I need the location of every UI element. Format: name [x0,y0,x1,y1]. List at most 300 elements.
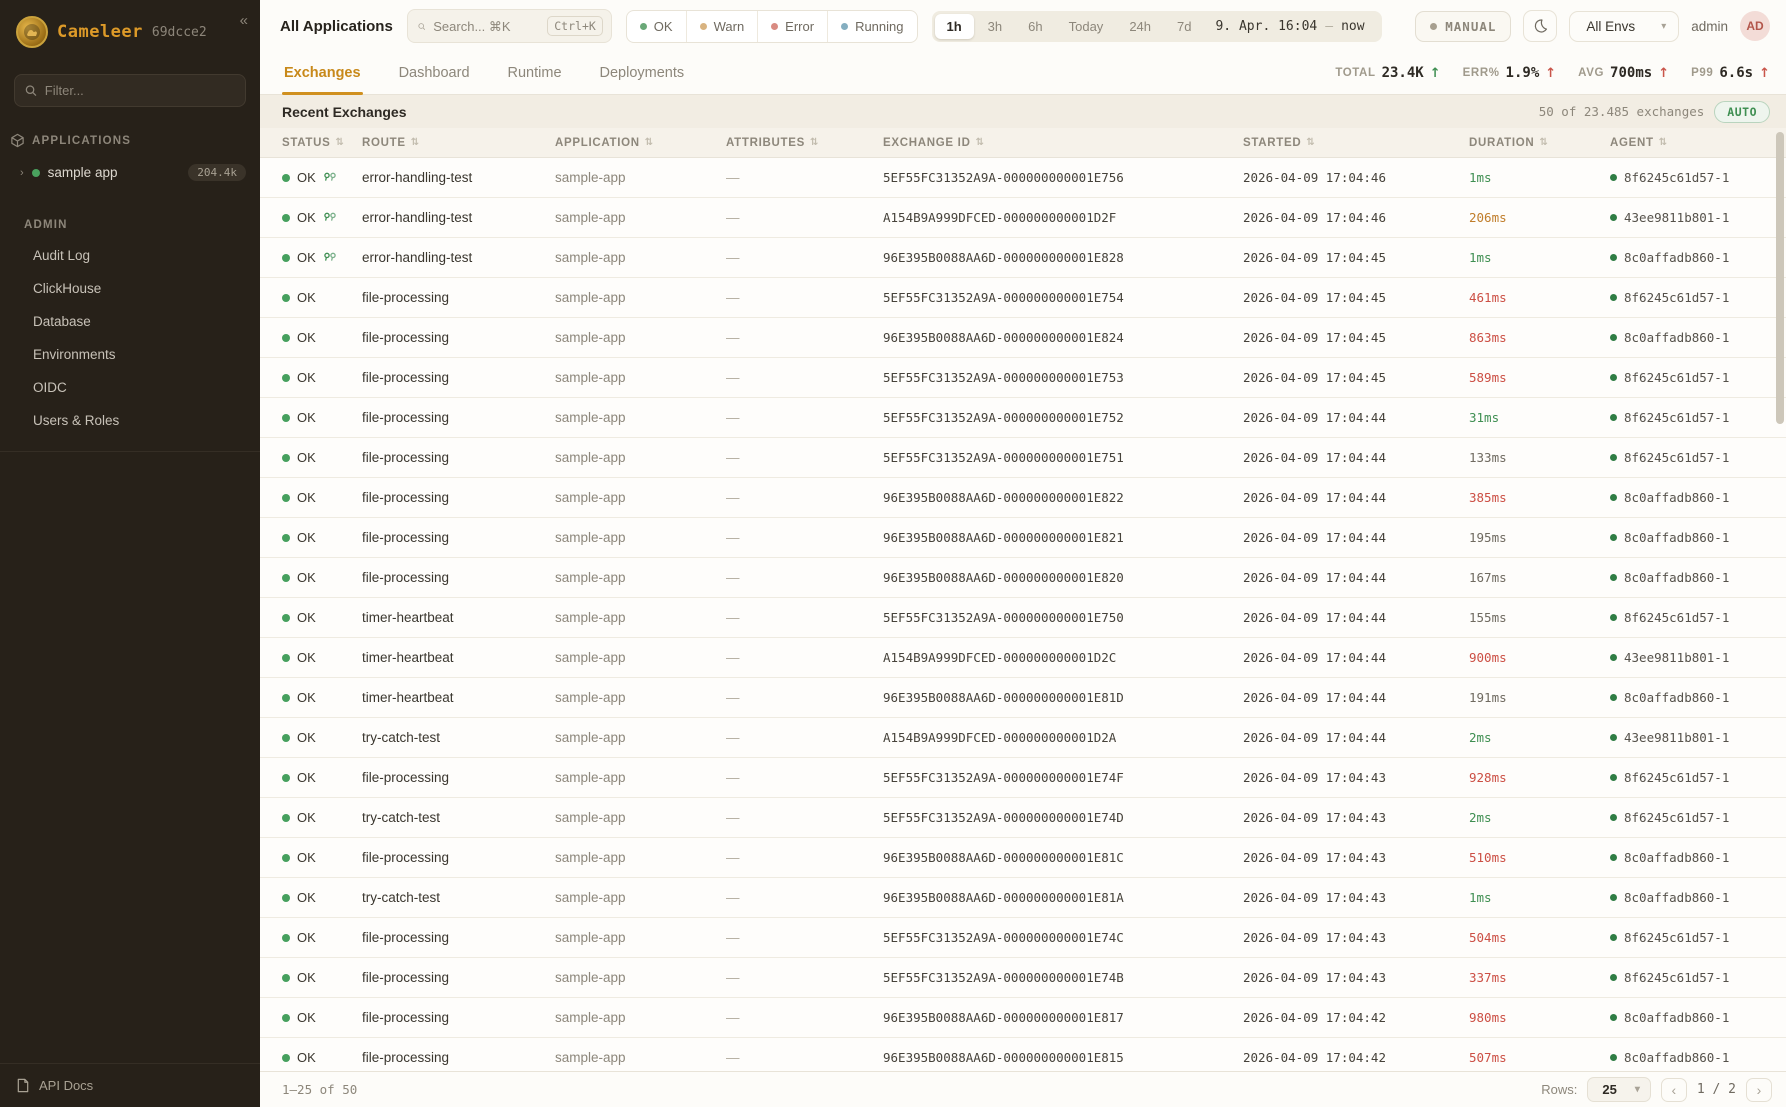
application-cell: sample-app [555,450,626,465]
route-cell: file-processing [362,410,450,425]
agent-cell [1610,490,1786,505]
route-cell: error-handling-test [362,250,473,265]
manual-refresh-button[interactable] [1415,11,1511,42]
table-row[interactable] [260,998,1786,1038]
started-cell: 2026-04-09 17:04:44 [1243,450,1386,465]
stat-value: 700ms [1610,65,1653,81]
avatar[interactable] [1740,11,1770,41]
time-range-end: now [1341,18,1365,34]
status-ok-dot [282,654,290,662]
status-ok-dot [282,934,290,942]
agent-status-dot [1610,534,1617,541]
stat-avg [1578,65,1669,81]
duration-cell: 195ms [1469,530,1507,545]
agent-cell [1610,770,1786,785]
route-cell: try-catch-test [362,730,441,745]
camel-icon [23,23,41,41]
exchange-id-cell: 5EF55FC31352A9A-000000000001E74B [883,970,1124,985]
column-header-exchange-id[interactable] [883,137,1243,149]
next-page-button[interactable]: › [1746,1078,1772,1102]
agent-cell [1610,850,1786,865]
exchange-id-cell: A154B9A999DFCED-000000000001D2C [883,650,1117,665]
exchange-id-cell: 96E395B0088AA6D-000000000001E822 [883,490,1124,505]
started-cell: 2026-04-09 17:04:46 [1243,210,1386,225]
application-cell: sample-app [555,690,626,705]
panel-title: Recent Exchanges [282,103,407,120]
attributes-cell: — [726,610,740,625]
route-cell: try-catch-test [362,810,441,825]
status-label: OK [297,730,316,745]
topbar [260,0,1786,52]
exchange-id-cell: 96E395B0088AA6D-000000000001E828 [883,250,1124,265]
table-row[interactable] [260,238,1786,278]
table-row[interactable] [260,318,1786,358]
exchange-id-cell: 96E395B0088AA6D-000000000001E81C [883,850,1124,865]
agent-status-dot [1610,214,1617,221]
agent-id: 8c0affadb860-1 [1624,490,1730,505]
chevron-right-icon[interactable]: › [20,166,24,179]
page-indicator: 1 / 2 [1696,1082,1736,1097]
row-range-label: 1–25 of 50 [282,1082,358,1097]
started-cell: 2026-04-09 17:04:43 [1243,970,1386,985]
sidebar-filter-input[interactable] [45,83,235,98]
status-cell [282,1010,362,1025]
stat-label: TOTAL [1335,67,1376,79]
route-cell: file-processing [362,290,450,305]
agent-id: 8c0affadb860-1 [1624,570,1730,585]
agent-status-dot [1610,574,1617,581]
sidebar-item-clickhouse[interactable]: ClickHouse [33,281,102,296]
status-ok-dot [282,814,290,822]
sort-icon: ⇅ [335,137,345,148]
application-cell: sample-app [555,490,626,505]
agent-cell [1610,930,1786,945]
status-label: OK [297,330,316,345]
exchange-id-cell: 96E395B0088AA6D-000000000001E815 [883,1050,1124,1065]
table-row[interactable] [260,798,1786,838]
cube-icon [10,133,25,148]
attributes-cell: — [726,450,740,465]
agent-status-dot [1610,454,1617,461]
status-label: OK [297,410,316,425]
started-cell: 2026-04-09 17:04:44 [1243,730,1386,745]
started-cell: 2026-04-09 17:04:42 [1243,1010,1386,1025]
route-cell: file-processing [362,570,450,585]
agent-status-dot [1610,734,1617,741]
status-filter-group [626,10,918,43]
status-ok-dot [282,334,290,342]
exchange-id-cell: 96E395B0088AA6D-000000000001E821 [883,530,1124,545]
table-row[interactable] [260,918,1786,958]
table-row[interactable] [260,438,1786,478]
exchange-id-cell: 5EF55FC31352A9A-000000000001E756 [883,170,1124,185]
agent-id: 8f6245c61d57-1 [1624,170,1730,185]
time-range-display[interactable] [1205,14,1378,39]
sidebar-item-users-roles[interactable]: Users & Roles [33,413,120,428]
sidebar-item-audit-log[interactable]: Audit Log [33,248,91,263]
global-search[interactable] [407,9,612,43]
application-cell: sample-app [555,410,626,425]
sort-icon: ⇅ [1539,137,1549,148]
attributes-cell: — [726,730,740,745]
duration-cell: 928ms [1469,770,1507,785]
table-row[interactable] [260,958,1786,998]
column-label: ATTRIBUTES [726,136,805,149]
attributes-cell: — [726,650,740,665]
prev-page-button[interactable]: ‹ [1661,1078,1687,1102]
attributes-cell: — [726,330,740,345]
attributes-cell: — [726,850,740,865]
started-cell: 2026-04-09 17:04:45 [1243,330,1386,345]
status-label: OK [297,490,316,505]
table-row[interactable] [260,518,1786,558]
sort-icon: ⇅ [410,137,420,148]
sidebar-collapse-icon[interactable]: « [239,12,248,29]
theme-toggle-button[interactable] [1523,10,1557,42]
duration-cell: 461ms [1469,290,1507,305]
tab-exchanges[interactable]: Exchanges [282,52,363,94]
duration-cell: 863ms [1469,330,1507,345]
status-ok-dot [282,574,290,582]
time-range-group [932,11,1382,42]
column-label: STATUS [282,136,331,149]
status-cell [282,650,362,665]
agent-id: 8f6245c61d57-1 [1624,610,1730,625]
agent-status-dot [1610,174,1617,181]
route-cell: file-processing [362,930,450,945]
sample-app-label: sample app [47,165,118,180]
route-cell: file-processing [362,370,450,385]
agent-status-dot [1610,614,1617,621]
status-ok-dot [282,494,290,502]
vertical-scrollbar[interactable] [1776,128,1784,1071]
attributes-cell: — [726,250,740,265]
route-cell: file-processing [362,490,450,505]
stats-row [1335,52,1770,94]
exchange-id-cell: 96E395B0088AA6D-000000000001E81A [883,890,1124,905]
time-range-1h[interactable]: 1h [935,14,974,39]
table-row[interactable] [260,478,1786,518]
agent-cell [1610,690,1786,705]
trend-up-icon: ↑ [1658,65,1670,81]
table-row[interactable] [260,358,1786,398]
route-cell: file-processing [362,850,450,865]
route-cell: file-processing [362,1050,450,1065]
stat-total [1335,65,1440,81]
trend-up-icon: ↑ [1759,65,1770,81]
tabs [282,52,720,94]
stat-err [1463,65,1557,81]
agent-cell [1610,330,1786,345]
agent-id: 8c0affadb860-1 [1624,330,1730,345]
agent-cell [1610,290,1786,305]
status-filter-ok[interactable] [627,11,687,42]
duration-cell: 133ms [1469,450,1507,465]
route-cell: file-processing [362,970,450,985]
duration-cell: 2ms [1469,730,1492,745]
route-cell: try-catch-test [362,890,441,905]
application-cell: sample-app [555,770,626,785]
status-filter-label: Warn [713,18,745,34]
agent-id: 8f6245c61d57-1 [1624,450,1730,465]
attributes-cell: — [726,370,740,385]
exchange-count-label: 50 of 23.485 exchanges [1538,104,1705,119]
started-cell: 2026-04-09 17:04:43 [1243,810,1386,825]
route-cell: file-processing [362,530,450,545]
admin-header-label: ADMIN [24,219,68,231]
table-row[interactable] [260,1038,1786,1071]
agent-id: 8f6245c61d57-1 [1624,370,1730,385]
status-ok-dot [282,854,290,862]
stat-label: AVG [1578,67,1605,79]
panel-header-right [1539,101,1770,123]
status-filter-running[interactable] [828,11,916,42]
chevron-down-icon: ▾ [1634,1084,1640,1095]
tab-runtime[interactable]: Runtime [507,65,562,81]
sidebar-item-oidc[interactable]: OIDC [33,380,67,395]
exchange-id-cell: 5EF55FC31352A9A-000000000001E74F [883,770,1124,785]
table-row[interactable] [260,838,1786,878]
duration-cell: 504ms [1469,930,1507,945]
status-label: OK [297,570,316,585]
status-ok-dot [282,974,290,982]
agent-id: 8f6245c61d57-1 [1624,770,1730,785]
column-header-status[interactable] [282,137,362,149]
started-cell: 2026-04-09 17:04:44 [1243,530,1386,545]
agent-status-dot [1610,1014,1617,1021]
started-cell: 2026-04-09 17:04:44 [1243,610,1386,625]
trend-up-icon: ↑ [1545,65,1557,81]
sidebar-filter[interactable] [14,74,246,107]
status-label: OK [297,970,316,985]
agent-id: 8c0affadb860-1 [1624,250,1730,265]
attributes-cell: — [726,1010,740,1025]
time-range-separator: — [1325,18,1334,34]
agent-cell [1610,810,1786,825]
stat-p99 [1691,65,1770,81]
status-filter-label: Running [855,18,904,34]
tab-dashboard[interactable]: Dashboard [398,65,470,81]
exchange-id-cell: 5EF55FC31352A9A-000000000001E753 [883,370,1124,385]
agent-status-dot [1610,854,1617,861]
time-range-today[interactable]: Today [1068,18,1104,34]
table-row[interactable] [260,678,1786,718]
status-cell [282,290,362,305]
search-icon [418,20,425,33]
attributes-cell: — [726,290,740,305]
status-filter-error[interactable] [758,11,828,42]
column-header-started[interactable] [1243,137,1469,149]
status-cell [282,610,362,625]
sidebar-item-database[interactable]: Database [33,314,91,329]
status-dot-ok [640,23,647,30]
status-cell [282,170,362,185]
application-cell: sample-app [555,530,626,545]
status-cell [282,770,362,785]
env-select-value: All Envs [1586,18,1636,34]
duration-cell: 155ms [1469,610,1507,625]
column-header-route[interactable] [362,137,555,149]
pagination-bar [260,1071,1786,1107]
env-select[interactable] [1569,11,1679,42]
agent-status-dot [1610,814,1617,821]
status-filter-warn[interactable] [687,11,759,42]
status-ok-dot [282,414,290,422]
started-cell: 2026-04-09 17:04:45 [1243,250,1386,265]
redelivery-icon [323,252,337,264]
rows-per-page-select[interactable] [1587,1077,1651,1102]
started-cell: 2026-04-09 17:04:45 [1243,370,1386,385]
sidebar-item-sample-app[interactable] [0,156,260,189]
status-label: OK [297,290,316,305]
table-row[interactable] [260,398,1786,438]
column-header-attributes[interactable] [726,137,883,149]
exchange-id-cell: 5EF55FC31352A9A-000000000001E752 [883,410,1124,425]
tab-deployments[interactable]: Deployments [599,65,685,81]
status-label: OK [297,890,316,905]
agent-cell [1610,530,1786,545]
column-header-application[interactable] [555,137,726,149]
status-ok-dot [282,534,290,542]
topbar-right [1415,10,1770,42]
status-cell [282,890,362,905]
sort-icon: ⇅ [644,137,654,148]
status-label: OK [297,450,316,465]
status-label: OK [297,170,316,185]
main-area [260,0,1786,1107]
time-range-24h[interactable]: 24h [1129,18,1152,34]
time-range-6h[interactable]: 6h [1028,18,1043,34]
duration-cell: 1ms [1469,890,1492,905]
agent-cell [1610,730,1786,745]
table-row[interactable] [260,278,1786,318]
route-cell: timer-heartbeat [362,650,454,665]
status-ok-dot [282,734,290,742]
page-title: All Applications [280,17,393,35]
table-row[interactable] [260,198,1786,238]
table-row[interactable] [260,758,1786,798]
table-row[interactable] [260,598,1786,638]
agent-cell [1610,890,1786,905]
duration-cell: 191ms [1469,690,1507,705]
application-cell: sample-app [555,290,626,305]
agent-cell [1610,370,1786,385]
search-icon [25,84,37,97]
table-row[interactable] [260,638,1786,678]
sort-icon: ⇅ [975,137,985,148]
applications-header-label: APPLICATIONS [32,134,132,147]
route-cell: error-handling-test [362,170,473,185]
applications-section-header [0,125,260,156]
started-cell: 2026-04-09 17:04:43 [1243,890,1386,905]
redelivery-icon [323,212,337,224]
started-cell: 2026-04-09 17:04:44 [1243,690,1386,705]
duration-cell: 900ms [1469,650,1507,665]
application-cell: sample-app [555,970,626,985]
agent-id: 8c0affadb860-1 [1624,850,1730,865]
agent-status-dot [1610,254,1617,261]
route-cell: error-handling-test [362,210,473,225]
status-cell [282,370,362,385]
admin-nav [0,239,260,437]
duration-cell: 206ms [1469,210,1507,225]
document-icon [16,1078,30,1093]
status-cell [282,970,362,985]
app-build-id: 69dcce2 [151,24,207,40]
started-cell: 2026-04-09 17:04:44 [1243,410,1386,425]
stat-label: P99 [1691,67,1714,79]
redelivery-icon [323,172,337,184]
agent-id: 8f6245c61d57-1 [1624,290,1730,305]
started-cell: 2026-04-09 17:04:44 [1243,490,1386,505]
application-cell: sample-app [555,730,626,745]
sidebar-item-api-docs[interactable] [0,1063,260,1107]
application-cell: sample-app [555,1050,626,1065]
table-row[interactable] [260,878,1786,918]
started-cell: 2026-04-09 17:04:43 [1243,770,1386,785]
agent-status-dot [1610,774,1617,781]
application-cell: sample-app [555,210,626,225]
application-cell: sample-app [555,250,626,265]
exchange-id-cell: 96E395B0088AA6D-000000000001E817 [883,1010,1124,1025]
duration-cell: 167ms [1469,570,1507,585]
application-cell: sample-app [555,370,626,385]
exchange-id-cell: 96E395B0088AA6D-000000000001E81D [883,690,1124,705]
duration-cell: 31ms [1469,410,1500,425]
status-ok-dot [282,1014,290,1022]
time-range-7d[interactable]: 7d [1177,18,1192,34]
agent-cell [1610,650,1786,665]
stat-value: 6.6s [1719,65,1754,81]
column-label: APPLICATION [555,136,640,149]
agent-id: 8f6245c61d57-1 [1624,410,1730,425]
duration-cell: 507ms [1469,1050,1507,1065]
application-cell: sample-app [555,930,626,945]
agent-status-dot [1610,974,1617,981]
admin-section-header [0,211,260,239]
status-cell [282,810,362,825]
auto-refresh-badge[interactable]: AUTO [1714,101,1770,123]
route-cell: timer-heartbeat [362,610,454,625]
status-label: OK [297,250,316,265]
status-ok-dot [282,774,290,782]
exchange-id-cell: 96E395B0088AA6D-000000000001E820 [883,570,1124,585]
exchange-id-cell: 5EF55FC31352A9A-000000000001E74D [883,810,1124,825]
duration-cell: 337ms [1469,970,1507,985]
time-range-3h[interactable]: 3h [987,18,1003,34]
table-row[interactable] [260,158,1786,198]
search-input[interactable] [433,19,539,34]
time-range-items [935,14,1204,39]
column-header-agent[interactable] [1610,137,1786,149]
column-header-duration[interactable] [1469,137,1610,149]
status-ok-dot [282,214,290,222]
agent-cell [1610,970,1786,985]
exchange-id-cell: 5EF55FC31352A9A-000000000001E751 [883,450,1124,465]
scrollbar-thumb[interactable] [1776,132,1784,424]
status-label: OK [297,650,316,665]
sidebar-item-environments[interactable]: Environments [33,347,116,362]
duration-cell: 510ms [1469,850,1507,865]
status-cell [282,570,362,585]
agent-cell [1610,1050,1786,1065]
duration-cell: 589ms [1469,370,1507,385]
status-label: OK [297,1050,316,1065]
table-row[interactable] [260,558,1786,598]
route-cell: file-processing [362,770,450,785]
attributes-cell: — [726,170,740,185]
table-row[interactable] [260,718,1786,758]
